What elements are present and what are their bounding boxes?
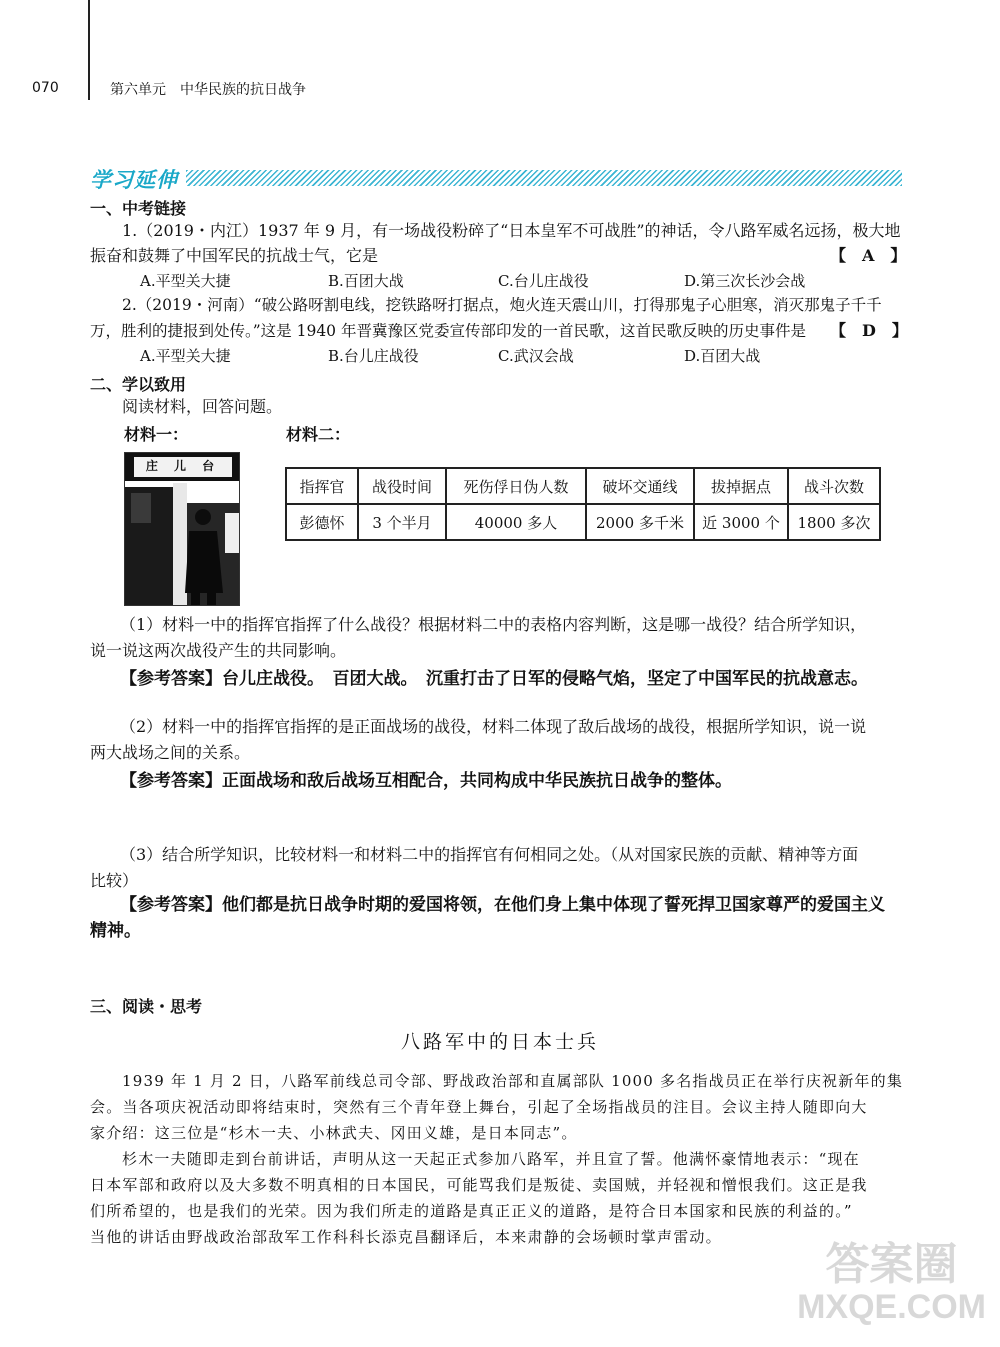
reading-title: 八路军中的日本士兵 [400,1031,599,1053]
part3-heading: 三、阅读・思考 [90,997,203,1016]
table-cell: 近 3000 个 [694,504,788,540]
table-row [286,504,880,540]
table-header-cell: 拔掉据点 [694,468,788,504]
reading-line: 日本军部和政府以及大多数不明真相的日本国民，可能骂我们是叛徒、卖国贼，并轻视和憎恨我们。这正是我 [90,1176,868,1194]
material2-label: 材料二： [286,425,351,444]
watermark-top: 答案圈 [825,1239,958,1290]
answer3-line2: 精神。 [90,921,141,941]
table-header-cell: 战役时间 [358,468,446,504]
q1-option-d: D.第三次长沙会战 [684,272,806,290]
reading-line: 会。当各项庆祝活动即将结束时，突然有三个青年登上舞台，引起了全场指战员的注目。会议主持人随即向大 [90,1098,868,1116]
question2-line1: （2）材料一中的指挥官指挥的是正面战场的战役，材料二体现了敌后战场的战役，根据所学知识，说一说 [120,717,867,736]
table-header-cell: 战斗次数 [788,468,880,504]
table-cell: 3 个半月 [358,504,446,540]
question3-line1: （3）结合所学知识，比较材料一和材料二中的指挥官有何相同之处。（从对国家民族的贡献、精神等方面 [120,845,859,864]
table-header-cell: 破坏交通线 [586,468,694,504]
margin-rule [88,0,90,100]
section-title-bar [186,170,902,186]
watermark-bottom: MXQE.COM [797,1288,986,1326]
q2-option-a: A.平型关大捷 [140,347,231,365]
table-cell: 彭德怀 [286,504,358,540]
unit-title: 中华民族的抗日战争 [180,82,306,98]
photo-sign-text: 庄 儿 台 [145,459,221,473]
answer3-line1: 【参考答案】他们都是抗日战争时期的爱国将领，在他们身上集中体现了誓死捍卫国家尊严的爱国主义 [120,895,885,915]
material1-photo [124,452,240,606]
question3-line2: 比较） [90,871,139,890]
q1-line1: 1.（2019・内江）1937 年 9 月，有一场战役粉碎了“日本皇军不可战胜”的神话，令八路军威名远扬，极大地 [122,221,901,240]
reading-line: 家介绍：这三位是“杉木一夫、小林武夫、冈田义雄，是日本同志”。 [90,1124,578,1142]
question1-line2: 说一说这两次战役产生的共同影响。 [90,641,347,660]
answer2: 【参考答案】正面战场和敌后战场互相配合，共同构成中华民族抗日战争的整体。 [120,771,732,791]
reading-line: 1939 年 1 月 2 日，八路军前线总司令部、野战政治部和直属部队 1000 多名指战员正在举行庆祝新年的集 [122,1072,904,1090]
q1-line2: 振奋和鼓舞了中国军民的抗战士气，它是 [90,246,379,265]
material1-label: 材料一： [124,425,189,444]
part2-heading: 二、学以致用 [90,375,187,394]
reading-line: 当他的讲话由野战政治部敌军工作科科长添克昌翻译后，本来肃静的会场顿时掌声雷动。 [90,1228,722,1246]
table-cell: 2000 多千米 [586,504,694,540]
part1-heading: 一、中考链接 [90,199,187,218]
q1-answer: 【 A 】 [830,246,907,265]
unit-label: 第六单元 [110,82,166,98]
watermark-logo [797,1241,986,1325]
q2-answer: 【 D 】 [830,321,908,340]
q2-line1: 2.（2019・河南）“破公路呀割电线，挖铁路呀打据点，炮火连天震山川，打得那鬼子心胆寒，消灭那鬼子千千 [122,296,882,314]
reading-line: 杉木一夫随即走到台前讲话，声明从这一天起正式参加八路军，并且宣了誓。他满怀豪情地表示：“现在 [122,1150,860,1168]
part2-intro: 阅读材料，回答问题。 [122,397,283,416]
material2-table [285,467,881,541]
section-title: 学习延伸 [90,168,178,192]
q1-option-a: A.平型关大捷 [140,272,231,290]
table-cell: 1800 多次 [788,504,880,540]
q2-line2: 万，胜利的捷报到处传。”这是 1940 年晋冀豫区党委宣传部印发的一首民歌，这首民歌反映的历史事件是 [90,322,806,340]
q2-option-d: D.百团大战 [684,347,761,365]
running-header [110,79,320,99]
table-header-cell: 指挥官 [286,468,358,504]
q2-option-b: B.台儿庄战役 [328,347,419,365]
table-header-row [286,468,880,504]
q1-option-c: C.台儿庄战役 [498,272,589,290]
q2-option-c: C.武汉会战 [498,347,574,365]
table-cell: 40000 多人 [446,504,586,540]
question2-line2: 两大战场之间的关系。 [90,743,251,762]
historical-photo-image [125,453,240,606]
table-header-cell: 死伤俘日伪人数 [446,468,586,504]
question1-line1: （1）材料一中的指挥官指挥了什么战役？根据材料二中的表格内容判断，这是哪一战役？结合所学知识， [120,615,867,634]
page-number: 070 [32,80,59,96]
answer1: 【参考答案】台儿庄战役。 百团大战。 沉重打击了日军的侵略气焰，坚定了中国军民的抗战意志。 [120,669,868,689]
reading-line: 们所希望的，也是我们的光荣。因为我们所走的道路是真正正义的道路，是符合日本国家和民族的利益的。” [90,1202,853,1220]
q1-option-b: B.百团大战 [328,272,404,290]
